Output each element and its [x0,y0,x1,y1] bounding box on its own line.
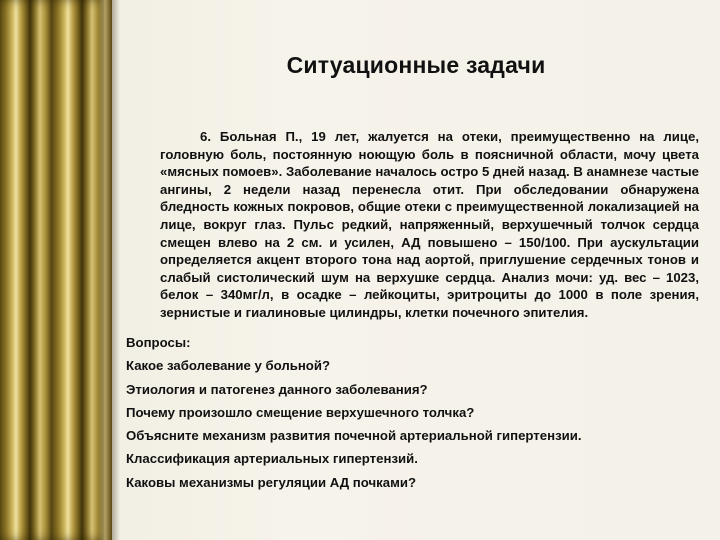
question-item: Этиология и патогенез данного заболевания? [126,381,428,397]
question-item: Какое заболевание у больной? [126,358,331,374]
question-item: Объясните механизм развития почечной артериальной гипертензии. [126,428,582,444]
questions-list [126,331,706,494]
question-item: Почему произошло смещение верхушечного толчка? [126,404,475,420]
gold-curtain-decoration [0,0,112,540]
slide-title: Ситуационные задачи [286,52,546,78]
task-description: 6. Больная П., 19 лет, жалуется на отеки, преимущественно на лице, головную боль, постоянную ноющую боль в поясничной области, мочу цвета «мясных помоев». Заболевание началось остро 5 дней назад. В анамнезе частые ангины, 2 недели назад перенесла отит. При обследовании обнаружена бледность кожных покровов, общие отеки с преимущественной локализацией на лице, вокруг глаз. Пульс редкий, напряженный, верхушечный толчок сердца смещен влево на 2 см. и усилен, АД повышено – 150/100. При аускультации определяется акцент второго тона над аортой, приглушение сердечных тонов и слабый систолический шум на верхушке сердца. Анализ мочи: уд. вес – 1023, белок – 340мг/л, в осадке – лейкоциты, эритроциты до 1000 в поле зрения, зернистые и гиалиновые цилиндры, клетки почечного эпителия. [160,129,699,320]
question-item: Классификация артериальных гипертензий. [126,451,418,467]
questions-heading: Вопросы: [126,335,191,350]
question-item: Каковы механизмы регуляции АД почками? [126,474,416,490]
curtain-shadow [112,0,120,540]
